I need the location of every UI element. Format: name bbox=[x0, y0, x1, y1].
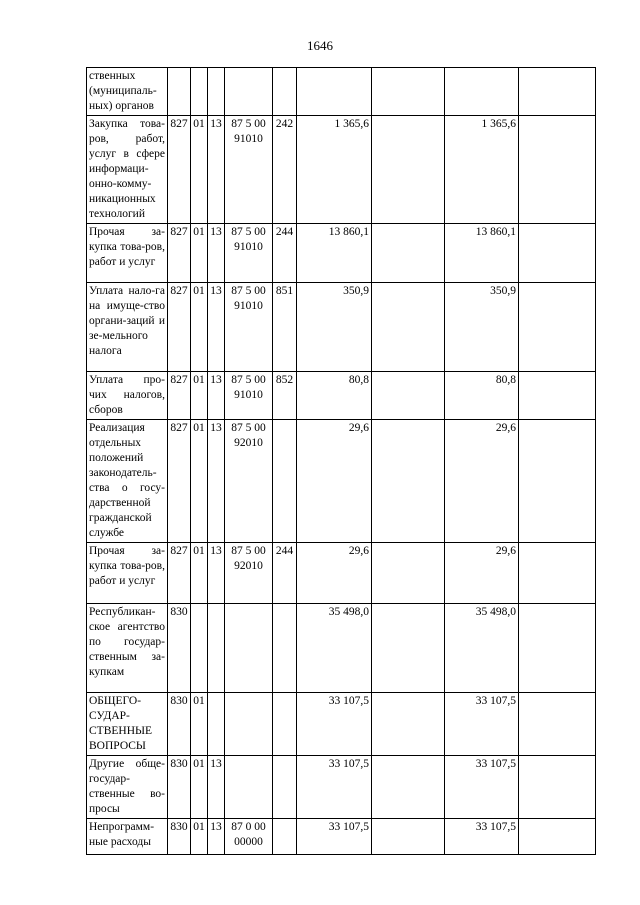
grbs-code: 830 bbox=[168, 693, 191, 756]
grbs-code bbox=[168, 68, 191, 116]
grbs-code: 827 bbox=[168, 224, 191, 283]
amount-part-2: 1 365,6 bbox=[445, 116, 519, 224]
amount-part-2 bbox=[445, 68, 519, 116]
table-row bbox=[87, 224, 596, 283]
grbs-code: 827 bbox=[168, 283, 191, 372]
grbs-code: 830 bbox=[168, 604, 191, 693]
amount-total: 29,6 bbox=[297, 543, 372, 604]
target-article-code bbox=[225, 819, 273, 855]
subsection-code: 13 bbox=[208, 224, 225, 283]
section-code: 01 bbox=[191, 283, 208, 372]
expense-name: Непрограмм-ные расходы bbox=[87, 819, 168, 855]
section-code: 01 bbox=[191, 543, 208, 604]
expense-name: Республикан-ское агентство по государ-ственным за-купкам bbox=[87, 604, 168, 693]
target-article-code-part: 87 5 00 bbox=[231, 226, 266, 238]
subsection-code: 13 bbox=[208, 116, 225, 224]
table-row bbox=[87, 543, 596, 604]
subsection-code: 13 bbox=[208, 756, 225, 819]
amount-part-1 bbox=[372, 420, 445, 543]
table-row bbox=[87, 372, 596, 420]
amount-total: 13 860,1 bbox=[297, 224, 372, 283]
amount-extra bbox=[519, 543, 596, 604]
subsection-code bbox=[208, 68, 225, 116]
expense-type-code bbox=[273, 693, 297, 756]
amount-extra bbox=[519, 420, 596, 543]
amount-part-1 bbox=[372, 116, 445, 224]
amount-part-2: 29,6 bbox=[445, 543, 519, 604]
target-article-code bbox=[225, 283, 273, 372]
subsection-code: 13 bbox=[208, 283, 225, 372]
table-row bbox=[87, 819, 596, 855]
target-article-code bbox=[225, 372, 273, 420]
expense-type-code bbox=[273, 68, 297, 116]
amount-part-2: 33 107,5 bbox=[445, 819, 519, 855]
section-code: 01 bbox=[191, 420, 208, 543]
amount-part-2: 29,6 bbox=[445, 420, 519, 543]
subsection-code bbox=[208, 604, 225, 693]
expense-type-code: 852 bbox=[273, 372, 297, 420]
amount-part-1 bbox=[372, 693, 445, 756]
amount-extra bbox=[519, 693, 596, 756]
section-code: 01 bbox=[191, 756, 208, 819]
amount-total: 33 107,5 bbox=[297, 693, 372, 756]
expense-name: Другие обще-государ-ственные во-просы bbox=[87, 756, 168, 819]
expense-name: ОБЩЕГО-СУДАР-СТВЕННЫЕ ВОПРОСЫ bbox=[87, 693, 168, 756]
table-row bbox=[87, 116, 596, 224]
amount-extra bbox=[519, 283, 596, 372]
target-article-code-part: 87 0 00 bbox=[231, 821, 266, 833]
amount-total: 33 107,5 bbox=[297, 819, 372, 855]
target-article-code-part: 92010 bbox=[234, 560, 263, 572]
expense-type-code bbox=[273, 420, 297, 543]
subsection-code bbox=[208, 693, 225, 756]
expense-name: Уплата нало-га на имуще-ство органи-заций и зе-мельного налога bbox=[87, 283, 168, 372]
grbs-code: 830 bbox=[168, 819, 191, 855]
grbs-code: 827 bbox=[168, 116, 191, 224]
amount-extra bbox=[519, 68, 596, 116]
table-row bbox=[87, 693, 596, 756]
amount-part-1 bbox=[372, 372, 445, 420]
table-row bbox=[87, 604, 596, 693]
amount-extra bbox=[519, 819, 596, 855]
expense-type-code: 242 bbox=[273, 116, 297, 224]
amount-extra bbox=[519, 372, 596, 420]
subsection-code: 13 bbox=[208, 543, 225, 604]
amount-part-2: 13 860,1 bbox=[445, 224, 519, 283]
section-code: 01 bbox=[191, 693, 208, 756]
amount-extra bbox=[519, 604, 596, 693]
amount-total: 80,8 bbox=[297, 372, 372, 420]
amount-total: 35 498,0 bbox=[297, 604, 372, 693]
target-article-code-part: 87 5 00 bbox=[231, 545, 266, 557]
amount-part-2: 33 107,5 bbox=[445, 756, 519, 819]
target-article-code bbox=[225, 116, 273, 224]
section-code: 01 bbox=[191, 819, 208, 855]
subsection-code: 13 bbox=[208, 372, 225, 420]
target-article-code-part: 91010 bbox=[234, 389, 263, 401]
table-row bbox=[87, 756, 596, 819]
expense-type-code: 244 bbox=[273, 224, 297, 283]
section-code bbox=[191, 604, 208, 693]
amount-part-1 bbox=[372, 604, 445, 693]
amount-part-2: 350,9 bbox=[445, 283, 519, 372]
expense-name: Уплата про-чих налогов, сборов bbox=[87, 372, 168, 420]
expense-name: Закупка това-ров, работ, услуг в сфере информаци-онно-комму-никационных технологий bbox=[87, 116, 168, 224]
amount-part-1 bbox=[372, 224, 445, 283]
section-code bbox=[191, 68, 208, 116]
expense-name: Прочая за-купка това-ров, работ и услуг bbox=[87, 224, 168, 283]
target-article-code-part: 87 5 00 bbox=[231, 374, 266, 386]
target-article-code bbox=[225, 756, 273, 819]
expense-type-code: 244 bbox=[273, 543, 297, 604]
section-code: 01 bbox=[191, 372, 208, 420]
target-article-code-part: 87 5 00 bbox=[231, 118, 266, 130]
target-article-code-part: 00000 bbox=[234, 836, 263, 848]
target-article-code-part: 91010 bbox=[234, 241, 263, 253]
target-article-code-part: 87 5 00 bbox=[231, 422, 266, 434]
grbs-code: 827 bbox=[168, 420, 191, 543]
amount-part-1 bbox=[372, 756, 445, 819]
target-article-code bbox=[225, 604, 273, 693]
target-article-code bbox=[225, 543, 273, 604]
table-row bbox=[87, 283, 596, 372]
table-row bbox=[87, 420, 596, 543]
amount-part-2: 35 498,0 bbox=[445, 604, 519, 693]
amount-part-1 bbox=[372, 68, 445, 116]
amount-extra bbox=[519, 116, 596, 224]
amount-total: 29,6 bbox=[297, 420, 372, 543]
amount-extra bbox=[519, 224, 596, 283]
expense-type-code bbox=[273, 756, 297, 819]
subsection-code: 13 bbox=[208, 420, 225, 543]
expense-name: Прочая за-купка това-ров, работ и услуг bbox=[87, 543, 168, 604]
target-article-code-part: 91010 bbox=[234, 300, 263, 312]
expense-type-code bbox=[273, 604, 297, 693]
target-article-code-part: 87 5 00 bbox=[231, 285, 266, 297]
grbs-code: 827 bbox=[168, 543, 191, 604]
budget-table bbox=[86, 67, 596, 855]
expense-type-code: 851 bbox=[273, 283, 297, 372]
expense-type-code bbox=[273, 819, 297, 855]
target-article-code-part: 91010 bbox=[234, 133, 263, 145]
target-article-code bbox=[225, 420, 273, 543]
amount-part-1 bbox=[372, 819, 445, 855]
amount-total: 350,9 bbox=[297, 283, 372, 372]
expense-name: Реализация отдельных положений законодатель-ства о госу-дарственной гражданской службе bbox=[87, 420, 168, 543]
page-number: 1646 bbox=[307, 38, 333, 53]
amount-total: 1 365,6 bbox=[297, 116, 372, 224]
grbs-code: 827 bbox=[168, 372, 191, 420]
amount-part-1 bbox=[372, 543, 445, 604]
section-code: 01 bbox=[191, 224, 208, 283]
target-article-code bbox=[225, 68, 273, 116]
expense-name: ственных (муниципаль-ных) органов bbox=[87, 68, 168, 116]
table-row bbox=[87, 68, 596, 116]
grbs-code: 830 bbox=[168, 756, 191, 819]
amount-part-1 bbox=[372, 283, 445, 372]
target-article-code bbox=[225, 693, 273, 756]
target-article-code-part: 92010 bbox=[234, 437, 263, 449]
amount-extra bbox=[519, 756, 596, 819]
amount-total bbox=[297, 68, 372, 116]
amount-part-2: 33 107,5 bbox=[445, 693, 519, 756]
amount-part-2: 80,8 bbox=[445, 372, 519, 420]
amount-total: 33 107,5 bbox=[297, 756, 372, 819]
section-code: 01 bbox=[191, 116, 208, 224]
table-body bbox=[87, 68, 596, 855]
target-article-code bbox=[225, 224, 273, 283]
subsection-code: 13 bbox=[208, 819, 225, 855]
